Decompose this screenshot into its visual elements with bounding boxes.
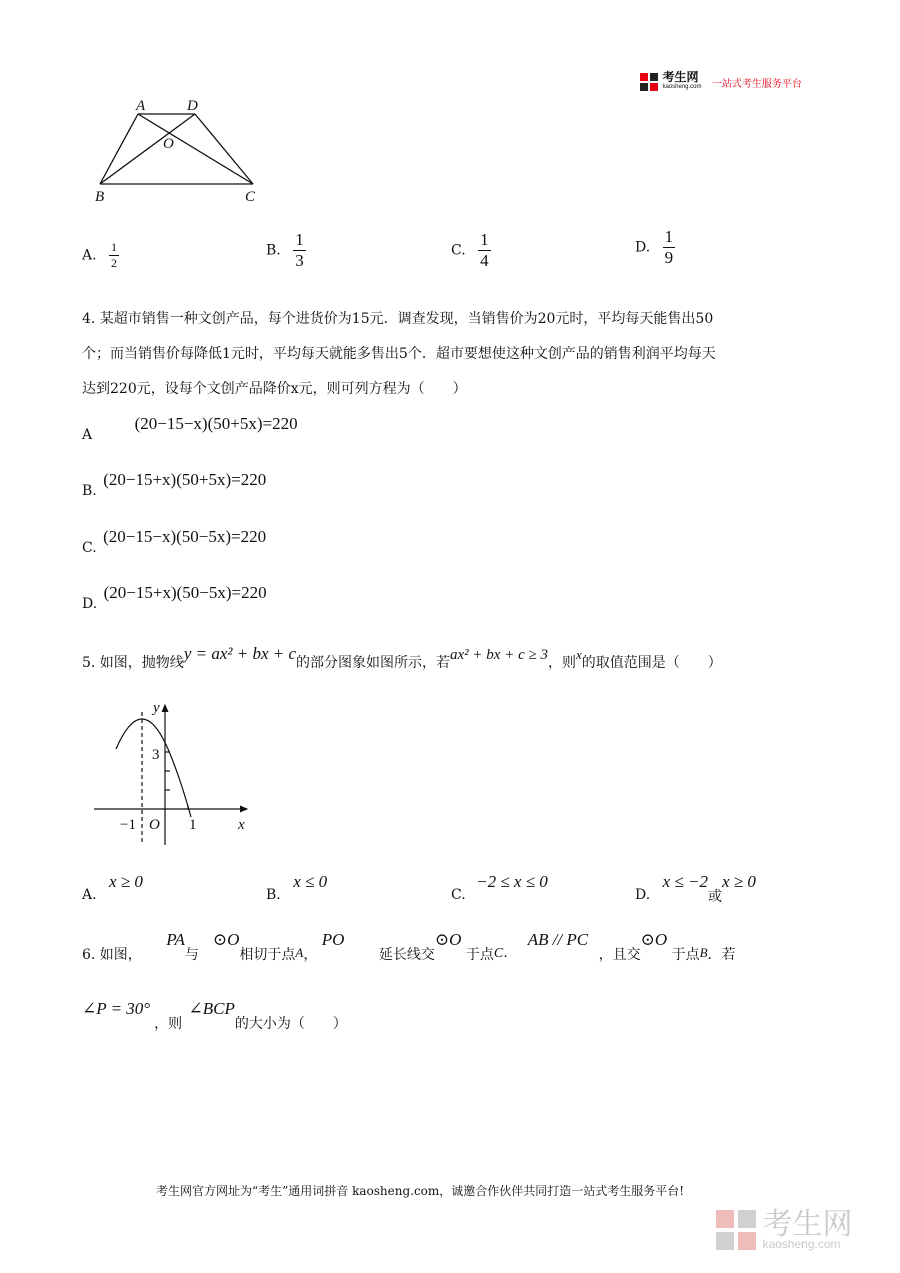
logo-domain: kaosheng.com (662, 84, 702, 90)
q4-line-1: 4. 某超市销售一种文创产品，每个进货价为15元．调查发现，当销售价为20元时，平均每天能售出50 (82, 311, 714, 327)
label-C: C (245, 189, 256, 205)
q3-option-c: C. $\frac{1}{4}$ (451, 230, 489, 270)
q5-stem: 5. 如图，抛物线y = ax² + bx + c的部分图象如图所示，若ax² + bx + c ≥ 3，则x的取值范围是（ ） (82, 644, 722, 671)
q6-line-2: ∠P = 30°，则 ∠BCP的大小为（ ） (82, 999, 347, 1032)
parabola-graph (92, 697, 257, 847)
label-A: A (136, 98, 146, 114)
q3-option-d: D. $\frac{1}{9}$ (635, 227, 674, 267)
fraction: $\frac{1}{4}$ (480, 230, 489, 270)
watermark-logo-icon (716, 1210, 758, 1252)
trapezoid-figure (90, 96, 265, 208)
header-logo (640, 72, 802, 92)
y-label: y (153, 700, 160, 716)
logo-name: 考生网 (662, 70, 699, 84)
q3-option-a: A. $\frac{1}{2}$ (82, 240, 118, 270)
q4-option-b: B. (20−15+x)(50+5x)=220 (82, 470, 267, 499)
label-B: B (95, 189, 105, 205)
footer-text: 考生网官方网址为“考生”通用词拼音 kaosheng.com，诚邀合作伙伴共同打造一站式考生服务平台! (156, 1184, 685, 1198)
watermark-name: 考生网 (762, 1208, 853, 1241)
q5-option-b: B. x ≤ 0 (266, 872, 328, 903)
tick-label-1: 1 (189, 817, 197, 833)
tick-label-3: 3 (152, 747, 160, 763)
fraction: $\frac{1}{2}$ (111, 240, 118, 270)
q4-option-d: D. (20−15+x)(50−5x)=220 (82, 583, 267, 612)
tick-label-neg1: −1 (120, 817, 136, 833)
header-slogan: 一站式考生服务平台 (711, 78, 802, 90)
x-label: x (238, 817, 245, 833)
label-D: D (187, 98, 198, 114)
q4-option-c: C. (20−15−x)(50−5x)=220 (82, 527, 267, 556)
q6-line-1: 6. 如图， PA与⊙O相切于点A， PO 延长线交⊙O 于点C． AB // PC ，且交⊙O 于点B．若 (82, 930, 736, 963)
fraction: $\frac{1}{3}$ (295, 230, 304, 270)
q4-line-3: 达到220元，设每个文创产品降价x元，则可列方程为（ ） (82, 381, 467, 397)
logo-mark-icon (640, 73, 658, 91)
q4-line-2: 个；而当销售价每降低1元时，平均每天就能多售出5个．超市要想使这种文创产品的销售利润平均每天 (82, 346, 716, 362)
q4-option-a: A (20−15−x)(50+5x)=220 (82, 414, 298, 443)
q5-option-c: C. −2 ≤ x ≤ 0 (451, 872, 548, 903)
label-O: O (163, 136, 174, 152)
q5-option-a: A. x ≥ 0 (82, 872, 143, 903)
watermark-domain: kaosheng.com (762, 1237, 841, 1251)
q5-option-d: D. x ≤ −2或x ≥ 0 (635, 872, 756, 905)
parabola-curve (116, 719, 191, 817)
footer-watermark (716, 1210, 852, 1252)
fraction: $\frac{1}{9}$ (664, 227, 674, 267)
origin-label: O (149, 817, 160, 833)
q3-option-b: B. $\frac{1}{3}$ (266, 230, 304, 270)
